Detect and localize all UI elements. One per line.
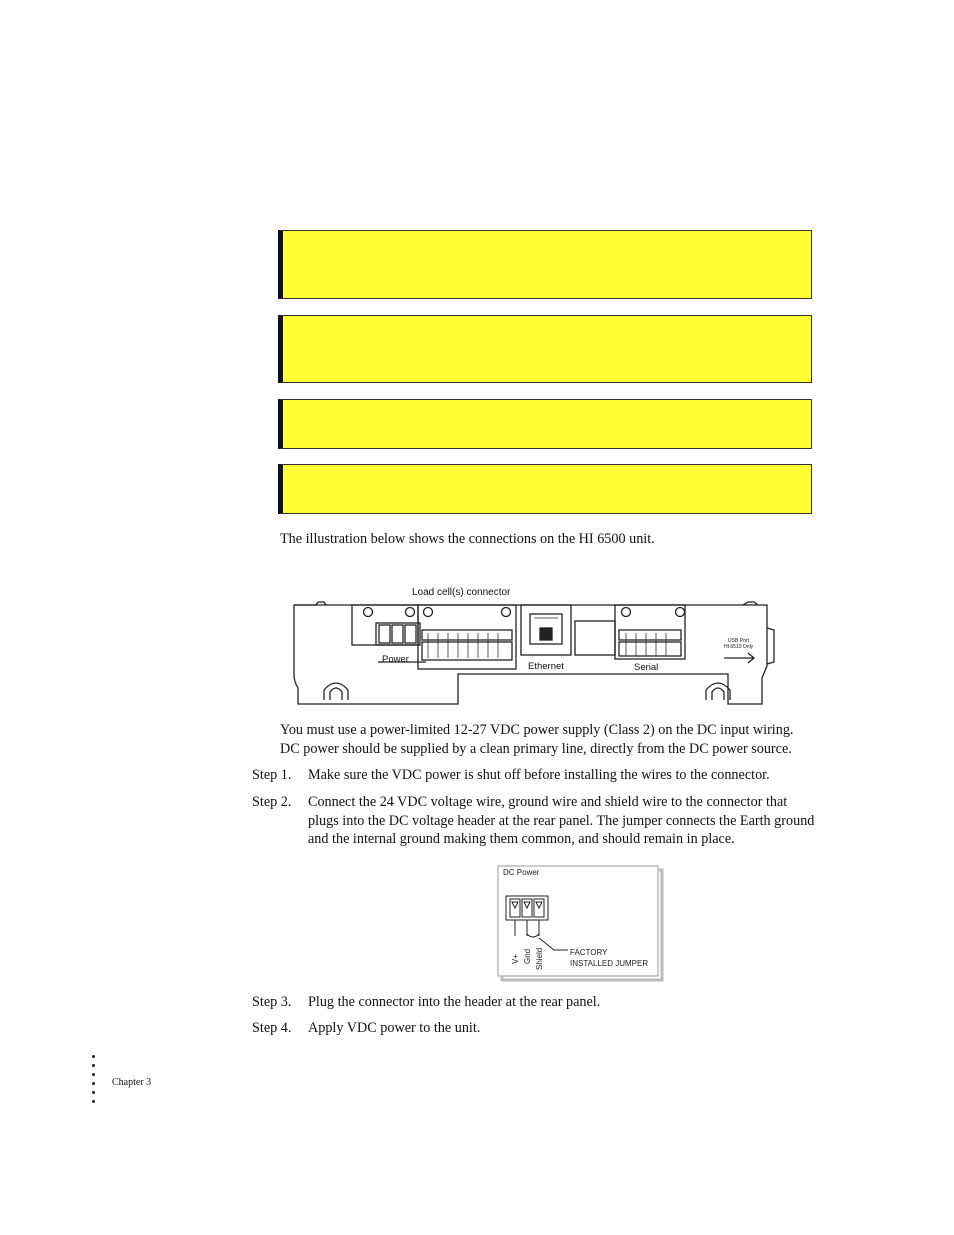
- jumper-label-line-2: INSTALLED JUMPER: [570, 959, 649, 968]
- warning-box-3: [278, 399, 812, 449]
- dc-power-figure: [496, 864, 664, 982]
- footer-dot-leader: [92, 1055, 98, 1109]
- step-label: Step 1.: [252, 767, 292, 783]
- rear-panel-illustration: [288, 578, 788, 710]
- pin-gnd-label: Gnd: [523, 948, 532, 964]
- step-text: Connect the 24 VDC voltage wire, ground wire and shield wire to the connector that plugs into the DC voltage header at the rear panel. The jumper connects the Earth ground and the internal ground making them common, and should remain in place.: [308, 794, 815, 847]
- usb-port-note: HI 6510 Only: [724, 644, 754, 650]
- ethernet-label: Ethernet: [528, 661, 564, 672]
- step-label: Step 4.: [252, 1020, 292, 1036]
- load-cell-label: Load cell(s) connector: [412, 587, 511, 598]
- pin-shield-label: Shield: [535, 947, 544, 970]
- dc-power-title: DC Power: [503, 868, 540, 877]
- warning-box-2: [278, 315, 812, 383]
- serial-label: Serial: [634, 662, 659, 673]
- step-text: Make sure the VDC power is shut off before installing the wires to the connector.: [308, 767, 770, 783]
- power-note-line-2: DC power should be supplied by a clean primary line, directly from the DC power source.: [280, 741, 792, 757]
- step-label: Step 2.: [252, 794, 292, 810]
- power-note-line-1: You must use a power-limited 12-27 VDC power supply (Class 2) on the DC input wiring.: [280, 722, 794, 738]
- usb-port-label: USB Port: [728, 638, 749, 644]
- pin-vplus-label: V+: [511, 953, 520, 964]
- warning-box-1: [278, 230, 812, 299]
- step-label: Step 3.: [252, 994, 292, 1010]
- intro-text: The illustration below shows the connections on the HI 6500 unit.: [280, 531, 655, 547]
- step-text: Apply VDC power to the unit.: [308, 1020, 481, 1036]
- warning-box-4: [278, 464, 812, 514]
- power-label: Power: [382, 654, 409, 665]
- jumper-label-line-1: FACTORY: [570, 948, 608, 957]
- footer-chapter: Chapter 3: [112, 1077, 152, 1088]
- step-text: Plug the connector into the header at the rear panel.: [308, 994, 601, 1010]
